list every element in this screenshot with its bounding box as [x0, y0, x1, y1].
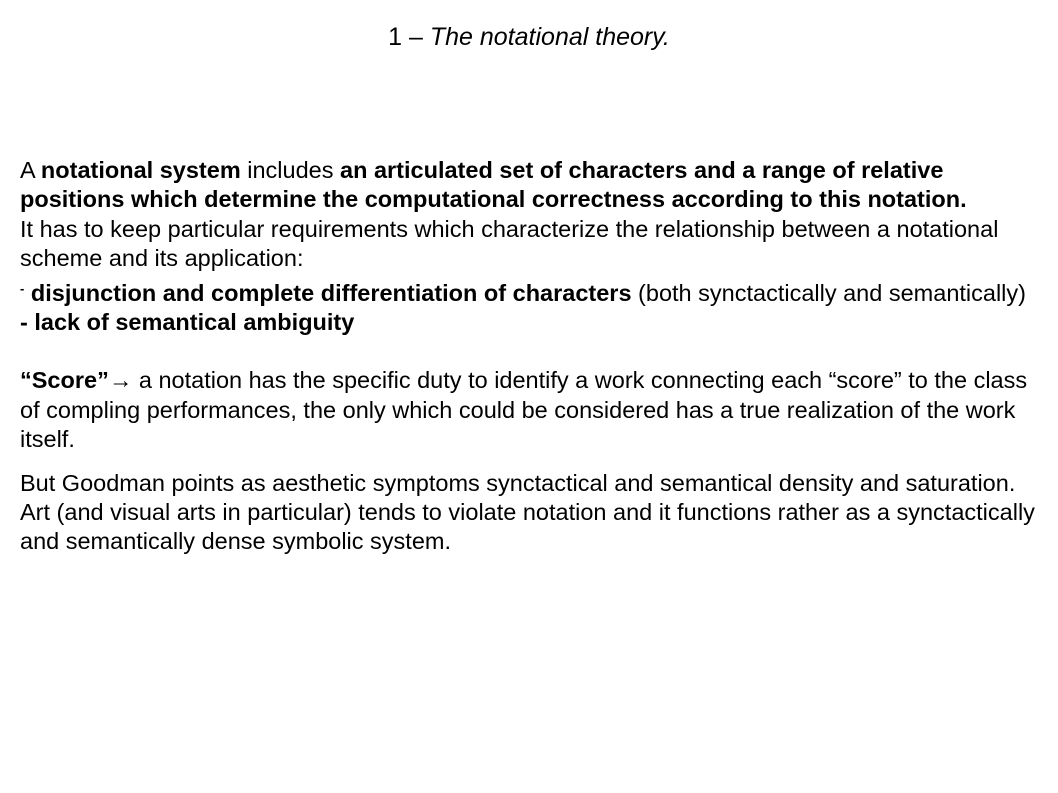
- paragraph1-text-c: includes: [240, 157, 340, 183]
- bullet-ambiguity: [20, 308, 1050, 337]
- slide-body: [20, 156, 1050, 557]
- score-definition: a notation has the specific duty to identify a work connecting each “score” to the class of compling performances, the only which could be considered has a true realization of the work itself.: [20, 367, 1028, 453]
- paragraph1-text-a: A: [20, 157, 41, 183]
- paragraph1-bold-definition: an articulated set of characters and a range of relative positions which determine the computational correctness according to this notation.: [20, 157, 967, 213]
- title-text: The notational theory.: [429, 23, 670, 51]
- slide-title: [0, 22, 1058, 52]
- paragraph-score: [20, 366, 1050, 454]
- paragraph-requirements: It has to keep particular requirements which characterize the relationship between a notational scheme and its application:: [20, 215, 999, 272]
- paragraph-notational-system: [20, 156, 1050, 215]
- paragraph1-bold-term: notational system: [40, 157, 241, 183]
- paragraph-goodman: But Goodman points as aesthetic symptoms synctactical and semantical density and saturation.: [20, 469, 1016, 496]
- title-number: 1 –: [388, 23, 430, 51]
- spacer: [20, 337, 1050, 366]
- score-term: “Score”: [20, 367, 109, 394]
- bullet-disjunction: [20, 274, 1050, 308]
- spacer-small: [20, 455, 1050, 469]
- bullet1-dash: -: [20, 280, 25, 296]
- bullet1-rest: (both synctactically and semantically): [631, 279, 1026, 306]
- bullet2-bold: - lack of semantical ambiguity: [20, 309, 355, 336]
- arrow-icon: →: [108, 367, 133, 394]
- bullet1-bold: disjunction and complete differentiation of characters: [24, 279, 632, 306]
- paragraph-art: Art (and visual arts in particular) tends to violate notation and it functions rather as a synctactically and semantically dense symbolic system.: [20, 499, 1035, 555]
